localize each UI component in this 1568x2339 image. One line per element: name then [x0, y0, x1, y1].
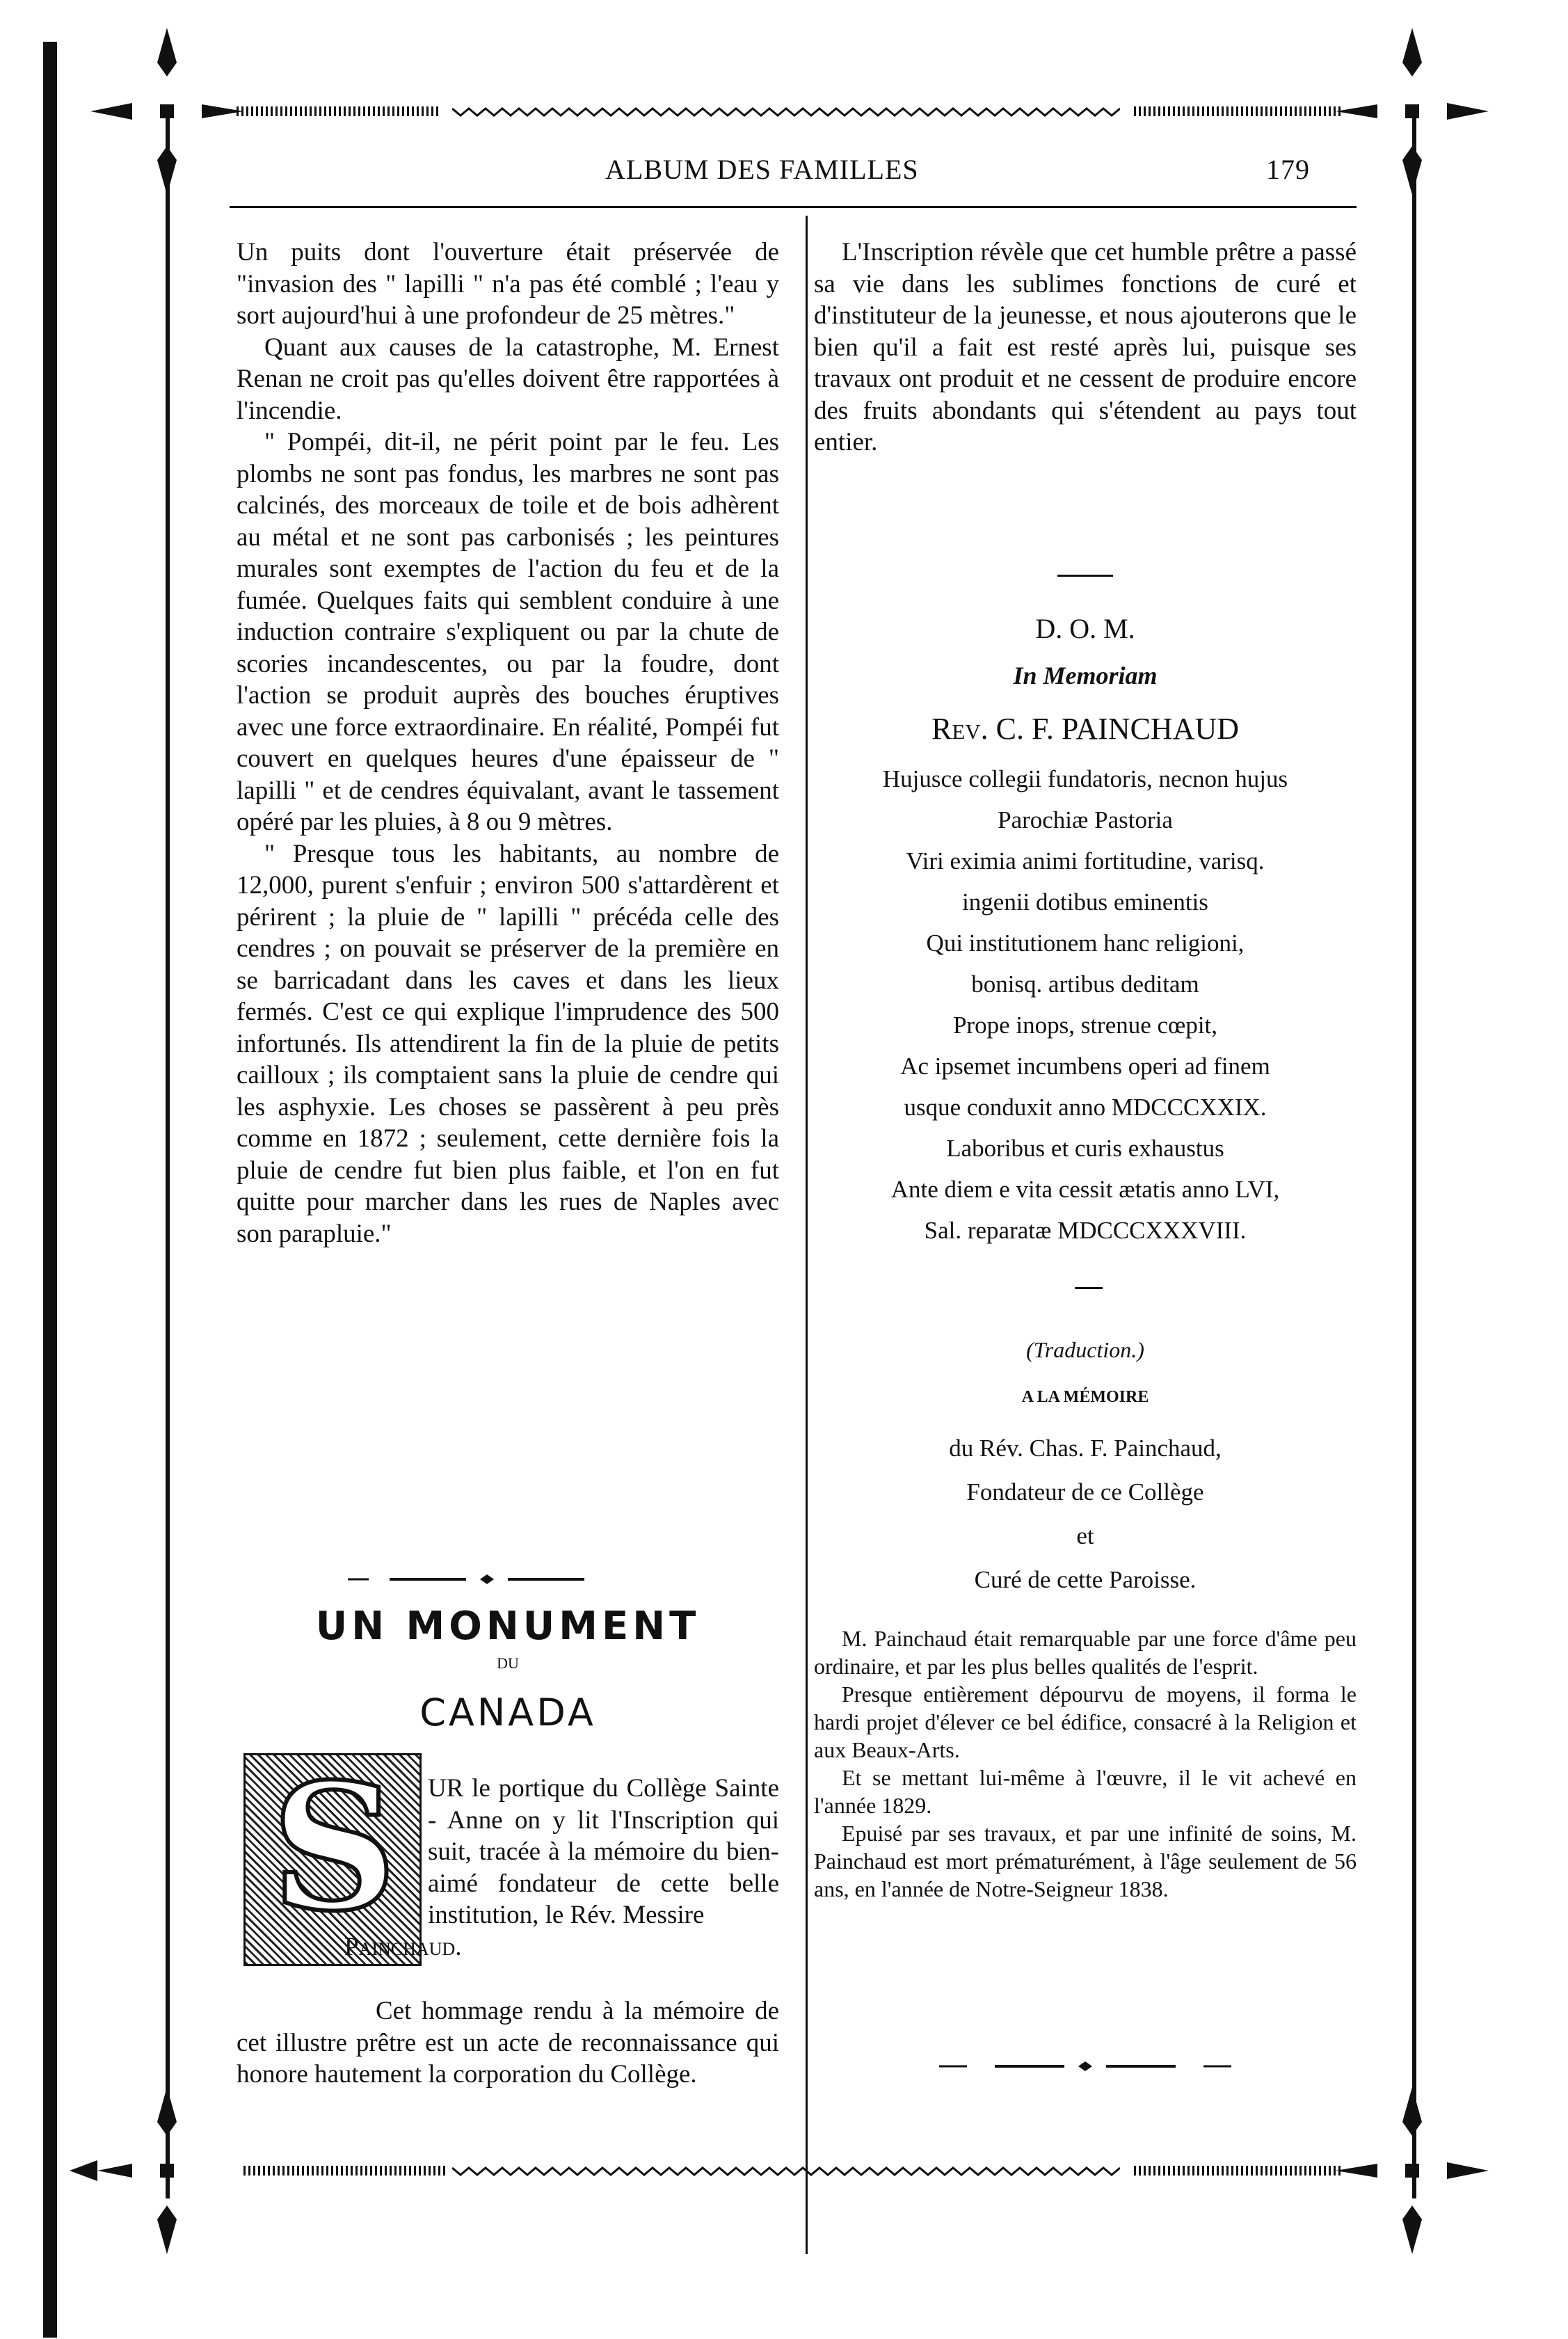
translation-body: [814, 1624, 1357, 1903]
rev-name: Rev. C. F. PAINCHAUD: [931, 712, 1240, 746]
bottom-left-ornament: [70, 2087, 243, 2254]
translation-paragraph: Et se mettant lui-même à l'œuvre, il le vit achevé en l'année 1829.: [814, 1765, 1357, 1818]
translation-line: et: [1076, 1522, 1094, 1549]
intro-paragraph: L'Inscription révèle que cet humble prêtre a passé sa vie dans les sublimes fonctions de curé et d'instituteur de la jeunesse, et nous ajouterons que le bien qu'il a fait est resté après lui, puisque ses travaux ont produit et ne cessent de produire encore des fruits abondants qui s'étendent au pays tout entier.: [814, 238, 1357, 456]
section-title: UN MONUMENT: [315, 1604, 701, 1649]
latin-line: Qui institutionem hanc religioni,: [926, 929, 1245, 957]
right-separator-1: [1057, 575, 1113, 577]
traduction-label: (Traduction.): [1026, 1337, 1144, 1362]
bottom-wave-line: [452, 2164, 1120, 2179]
section-separator: [348, 1572, 626, 1586]
in-memoriam: In Memoriam: [1013, 662, 1158, 689]
closing-paragraph: Cet hommage rendu à la mémoire de cet illustre prêtre est un acte de reconnaissance qui honore hautement la corporation du Collège.: [237, 1997, 779, 2089]
left-paragraph: " Pompéi, dit-il, ne périt point par le feu. Les plombs ne sont pas fondus, les marbres ne sont pas calcinés, des morceaux de toile et de bois adhèrent au métal et ne sont pas carbonisés ; les peintures murales sont exemptes de l'action du feu et de la fumée. Quelques faits qui semblent conduire à une induction contraire s'expliquent ou par la chute de scories incandescentes, ou par la foudre, dont l'action se produit auprès des bouches éruptives avec une force extraordinaire. En réalité, Pompéi fut couvert en quelques heures d'une épaisseur de " lapilli " et de cendres équivalant, avant le tassement opéré par les pluies, à 8 ou 9 mètres.: [237, 428, 779, 836]
bottom-ornament-line-left: [243, 2166, 445, 2176]
page-number: 179: [1266, 154, 1310, 185]
drop-cap-letter: S: [271, 1745, 397, 1949]
latin-line: bonisq. artibus deditam: [971, 971, 1199, 998]
bottom-right-ornament: [1336, 2087, 1489, 2254]
translation-paragraph: Epuisé par ses travaux, et par une infinité de soins, M. Painchaud est mort prématurément, à l'âge seulement de 56 ans, en l'année de Notre-Seigneur 1838.: [814, 1821, 1357, 1901]
bottom-ornament-line-right: [1134, 2166, 1343, 2176]
latin-inscription: [814, 758, 1357, 1251]
left-paragraph: Quant aux causes de la catastrophe, M. Ernest Renan ne croit pas qu'elles doivent être rapportées à l'incendie.: [237, 333, 779, 425]
latin-line: Ante diem e vita cessit ætatis anno LVI,: [890, 1176, 1280, 1203]
monument-name: Painchaud.: [344, 1932, 462, 1961]
translation-line: du Rév. Chas. F. Painchaud,: [949, 1435, 1222, 1462]
latin-line: Parochiæ Pastoria: [998, 806, 1173, 833]
top-right-ornament: [1336, 28, 1489, 195]
header-rule: [230, 206, 1357, 208]
top-wave-line: [452, 104, 1120, 120]
closing-paragraph-block: [237, 1995, 779, 2091]
right-separator-2: [1075, 1287, 1103, 1289]
latin-line: ingenii dotibus eminentis: [962, 888, 1208, 916]
latin-line: Ac ipsemet incumbens operi ad finem: [900, 1053, 1270, 1080]
translation-heading: [814, 1426, 1357, 1602]
right-frame-rule: [1412, 111, 1416, 2198]
left-binding-rule: [43, 42, 57, 2338]
top-ornament-line-right: [1134, 106, 1343, 116]
column-divider: [806, 216, 808, 2254]
section-du: DU: [497, 1654, 519, 1672]
latin-line: Laboribus et curis exhaustus: [946, 1135, 1224, 1162]
translation-paragraph: Presque entièrement dépourvu de moyens, il forma le hardi projet d'élever ce bel édifice, consacré à la Religion et aux Beaux-Arts.: [814, 1682, 1357, 1762]
latin-line: usque conduxit anno MDCCCXXIX.: [904, 1094, 1267, 1121]
left-paragraph: " Presque tous les habitants, au nombre de 12,000, purent s'enfuir ; environ 500 s'attardèrent et périrent ; la pluie de " lapilli " précéda celle des cendres ; on pouvait se préserver de la première en se barricadant dans les caves et dans les lieux fermés. C'est ce qui explique l'imprudence des 500 infortunés. Ils attendirent la fin de la pluie de petits cailloux ; ils comptaient sans la pluie de cendre qui les asphyxie. Les choses se passèrent à peu près comme en 1872 ; seulement, cette dernière fois la pluie de cendre fut bien plus faible, et l'on en fut quitte pour marcher dans les rues de Naples avec son parapluie.": [237, 839, 779, 1248]
top-left-ornament: [90, 28, 243, 195]
left-frame-rule: [166, 111, 170, 2198]
left-paragraph: Un puits dont l'ouverture était préservée de "invasion des " lapilli " n'a pas été comblé ; l'eau y sort aujourd'hui à une profondeur de 25 mètres.": [237, 238, 779, 330]
top-ornament-line-left: [237, 106, 438, 116]
section-subtitle: CANADA: [419, 1691, 596, 1734]
translation-line: Fondateur de ce Collège: [966, 1478, 1204, 1506]
dom-heading: D. O. M.: [1035, 613, 1135, 644]
latin-line: Prope inops, strenue cœpit,: [952, 1012, 1218, 1039]
left-column: [237, 237, 779, 1250]
running-title: ALBUM DES FAMILLES: [605, 154, 919, 185]
latin-line: Sal. reparatæ MDCCCXXXVIII.: [924, 1217, 1247, 1244]
right-intro: [814, 237, 1357, 458]
translation-paragraph: M. Painchaud était remarquable par une force d'âme peu ordinaire, et par les plus belles qualités de l'esprit.: [814, 1626, 1357, 1679]
monument-text: UR le portique du Collège Sainte - Anne on y lit l'Inscription qui suit, tracée à la mémoire du bien-aimé fondateur de cette belle institution, le Rév. Messire: [428, 1774, 779, 1929]
monument-paragraph: [344, 1773, 779, 1963]
end-separator: [939, 2059, 1231, 2073]
latin-line: Hujusce collegii fundatoris, necnon hujus: [882, 765, 1288, 792]
latin-line: Viri eximia animi fortitudine, varisq.: [906, 847, 1265, 875]
translation-line: Curé de cette Paroisse.: [974, 1566, 1197, 1593]
a-la-memoire: A LA MÉMOIRE: [1021, 1388, 1149, 1406]
